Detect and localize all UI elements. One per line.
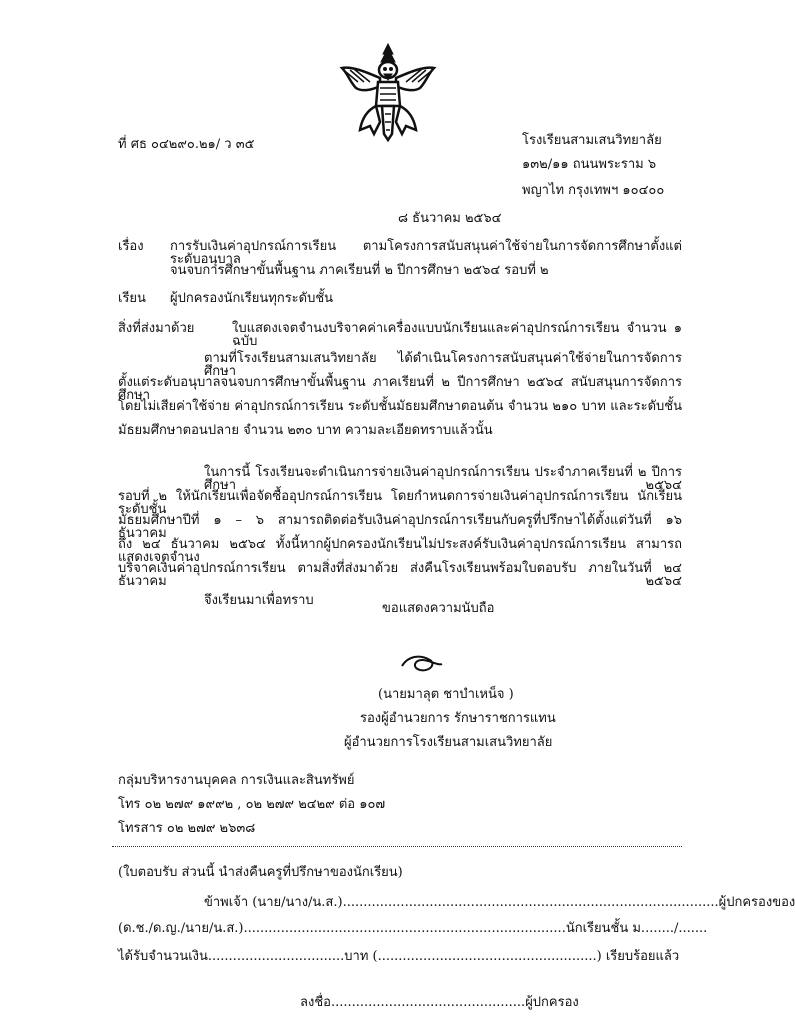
document-number: ที่ ศธ ๐๔๒๙๐.๒๑/ ว ๓๕ bbox=[118, 137, 255, 152]
paragraph-2-line: ในการนี้ โรงเรียนจะดำเนินการจ่ายเงินค่าอุปกรณ์การเรียน ประจำภาคเรียนที่ ๒ ปีการศึกษา ๒๕๖๔ bbox=[204, 465, 682, 493]
subject-label: เรื่อง bbox=[118, 239, 144, 254]
paragraph-2-line: บริจาคเงินค่าอุปกรณ์การเรียน ตามสิ่งที่ส่งมาด้วย ส่งคืนโรงเรียนพร้อมใบตอบรับ ภายในวันที่ ๒๔ ธันวาคม ๒๕๖๔ bbox=[118, 561, 682, 589]
reply-slip-line-2 bbox=[118, 922, 707, 935]
contact-fax: โทรสาร ๐๒ ๒๗๙ ๒๖๓๘ bbox=[118, 821, 256, 836]
paragraph-1-line: มัธยมศึกษาตอนปลาย จำนวน ๒๓๐ บาท ความละเอียดทราบแล้วนั้น bbox=[118, 423, 493, 438]
amount-field[interactable]: ................................. bbox=[207, 949, 345, 964]
parent-label: ผู้ปกครอง bbox=[525, 995, 579, 1010]
baht-label: บาท ( bbox=[344, 949, 378, 964]
recipient-text: ผู้ปกครองนักเรียนทุกระดับชั้น bbox=[170, 291, 334, 306]
contact-department: กลุ่มบริหารงานบุคคล การเงินและสินทรัพย์ bbox=[118, 773, 355, 788]
amount-received-label: ได้รับจำนวนเงิน bbox=[118, 949, 208, 964]
parent-name-label: ข้าพเจ้า (นาย/นาง/น.ส.) bbox=[204, 895, 343, 910]
regards: ขอแสดงความนับถือ bbox=[382, 601, 495, 616]
parent-of-label: ผู้ปกครองของ bbox=[718, 895, 795, 910]
closing-request: จึงเรียนมาเพื่อทราบ bbox=[204, 593, 314, 608]
paragraph-2-line: ถึง ๒๔ ธันวาคม ๒๕๖๔ ทั้งนี้หากผู้ปกครองนักเรียนไม่ประสงค์รับเงินค่าอุปกรณ์การเรียน สามารถแสดงเจตจำนง bbox=[118, 537, 682, 565]
subject-line-1: การรับเงินค่าอุปกรณ์การเรียน ตามโครงการสนับสนุนค่าใช้จ่ายในการจัดการศึกษาตั้งแต่ระดับอนุบาล bbox=[170, 239, 682, 267]
garuda-emblem bbox=[336, 40, 440, 144]
paragraph-1-line: ตั้งแต่ระดับอนุบาลจนจบการศึกษาขั้นพื้นฐาน ภาคเรียนที่ ๒ ปีการศึกษา ๒๕๖๔ สนับสนุนการจัดการศึกษา bbox=[118, 375, 682, 403]
signatory-position-1: รองผู้อำนวยการ รักษาราชการแทน bbox=[360, 711, 556, 726]
sign-label: ลงชื่อ bbox=[300, 995, 331, 1010]
cut-line-divider bbox=[112, 846, 682, 847]
student-class-label: นักเรียนชั้น ม. bbox=[565, 921, 646, 936]
amount-in-words-field[interactable]: ..................................................... bbox=[377, 949, 597, 964]
recipient-label: เรียน bbox=[118, 291, 146, 306]
student-class-field[interactable]: ......./....... bbox=[645, 921, 708, 936]
subject-line-2: จนจบการศึกษาขั้นพื้นฐาน ภาคเรียนที่ ๒ ปีการศึกษา ๒๕๖๔ รอบที่ ๒ bbox=[170, 263, 549, 278]
contact-phone: โทร ๐๒ ๒๗๙ ๑๙๙๒ , ๐๒ ๒๗๙ ๒๔๒๙ ต่อ ๑๐๗ bbox=[118, 797, 386, 812]
enclosure-label: สิ่งที่ส่งมาด้วย bbox=[118, 321, 195, 336]
paragraph-2-line: มัธยมศึกษาปีที่ ๑ – ๖ สามารถติดต่อรับเงินค่าอุปกรณ์การเรียนกับครูที่ปรึกษาได้ตั้งแต่วันที่ ๑๖ ธันวาคม bbox=[118, 513, 682, 541]
reply-slip-heading: (ใบตอบรับ ส่วนนี้ นำส่งคืนครูที่ปรึกษาของนักเรียน) bbox=[118, 865, 403, 880]
signatory-name: (นายมาลุต ชาบำเหน็จ ) bbox=[378, 687, 514, 702]
parent-name-field[interactable]: ........................................................................................... bbox=[342, 895, 719, 910]
school-name: โรงเรียนสามเสนวิทยาลัย bbox=[522, 133, 662, 148]
reply-slip-line-1 bbox=[204, 896, 795, 909]
parent-signature-field[interactable]: ............................................... bbox=[330, 995, 526, 1010]
reply-slip-line-3 bbox=[118, 950, 679, 963]
enclosure-text: ใบแสดงเจตจำนงบริจาคค่าเครื่องแบบนักเรียนและค่าอุปกรณ์การเรียน จำนวน ๑ ฉบับ bbox=[232, 321, 682, 349]
address-line-2: พญาไท กรุงเทพฯ ๑๐๔๐๐ bbox=[522, 183, 665, 198]
student-name-label: (ด.ช./ด.ญ./นาย/น.ส.) bbox=[118, 921, 244, 936]
paragraph-1-line: โดยไม่เสียค่าใช้จ่าย ค่าอุปกรณ์การเรียน ระดับชั้นมัธยมศึกษาตอนต้น จำนวน ๒๑๐ บาท และระดับชั้น bbox=[118, 399, 682, 414]
signatory-position-2: ผู้อำนวยการโรงเรียนสามเสนวิทยาลัย bbox=[344, 735, 553, 750]
received-label: ) เรียบร้อยแล้ว bbox=[596, 949, 680, 964]
handwritten-signature bbox=[400, 652, 444, 676]
paragraph-2-line: รอบที่ ๒ ให้นักเรียนเพื่อจัดซื้ออุปกรณ์การเรียน โดยกำหนดการจ่ายเงินค่าอุปกรณ์การเรียน นักเรียนระดับชั้น bbox=[118, 489, 682, 517]
letter-date: ๘ ธันวาคม ๒๕๖๔ bbox=[398, 211, 502, 226]
student-name-field[interactable]: .............................................................................. bbox=[243, 921, 566, 936]
address-line-1: ๑๓๒/๑๑ ถนนพระราม ๖ bbox=[522, 157, 657, 172]
paragraph-1-line: ตามที่โรงเรียนสามเสนวิทยาลัย ได้ดำเนินโครงการสนับสนุนค่าใช้จ่ายในการจัดการศึกษา bbox=[204, 351, 682, 379]
reply-slip-signature-line bbox=[300, 996, 579, 1009]
